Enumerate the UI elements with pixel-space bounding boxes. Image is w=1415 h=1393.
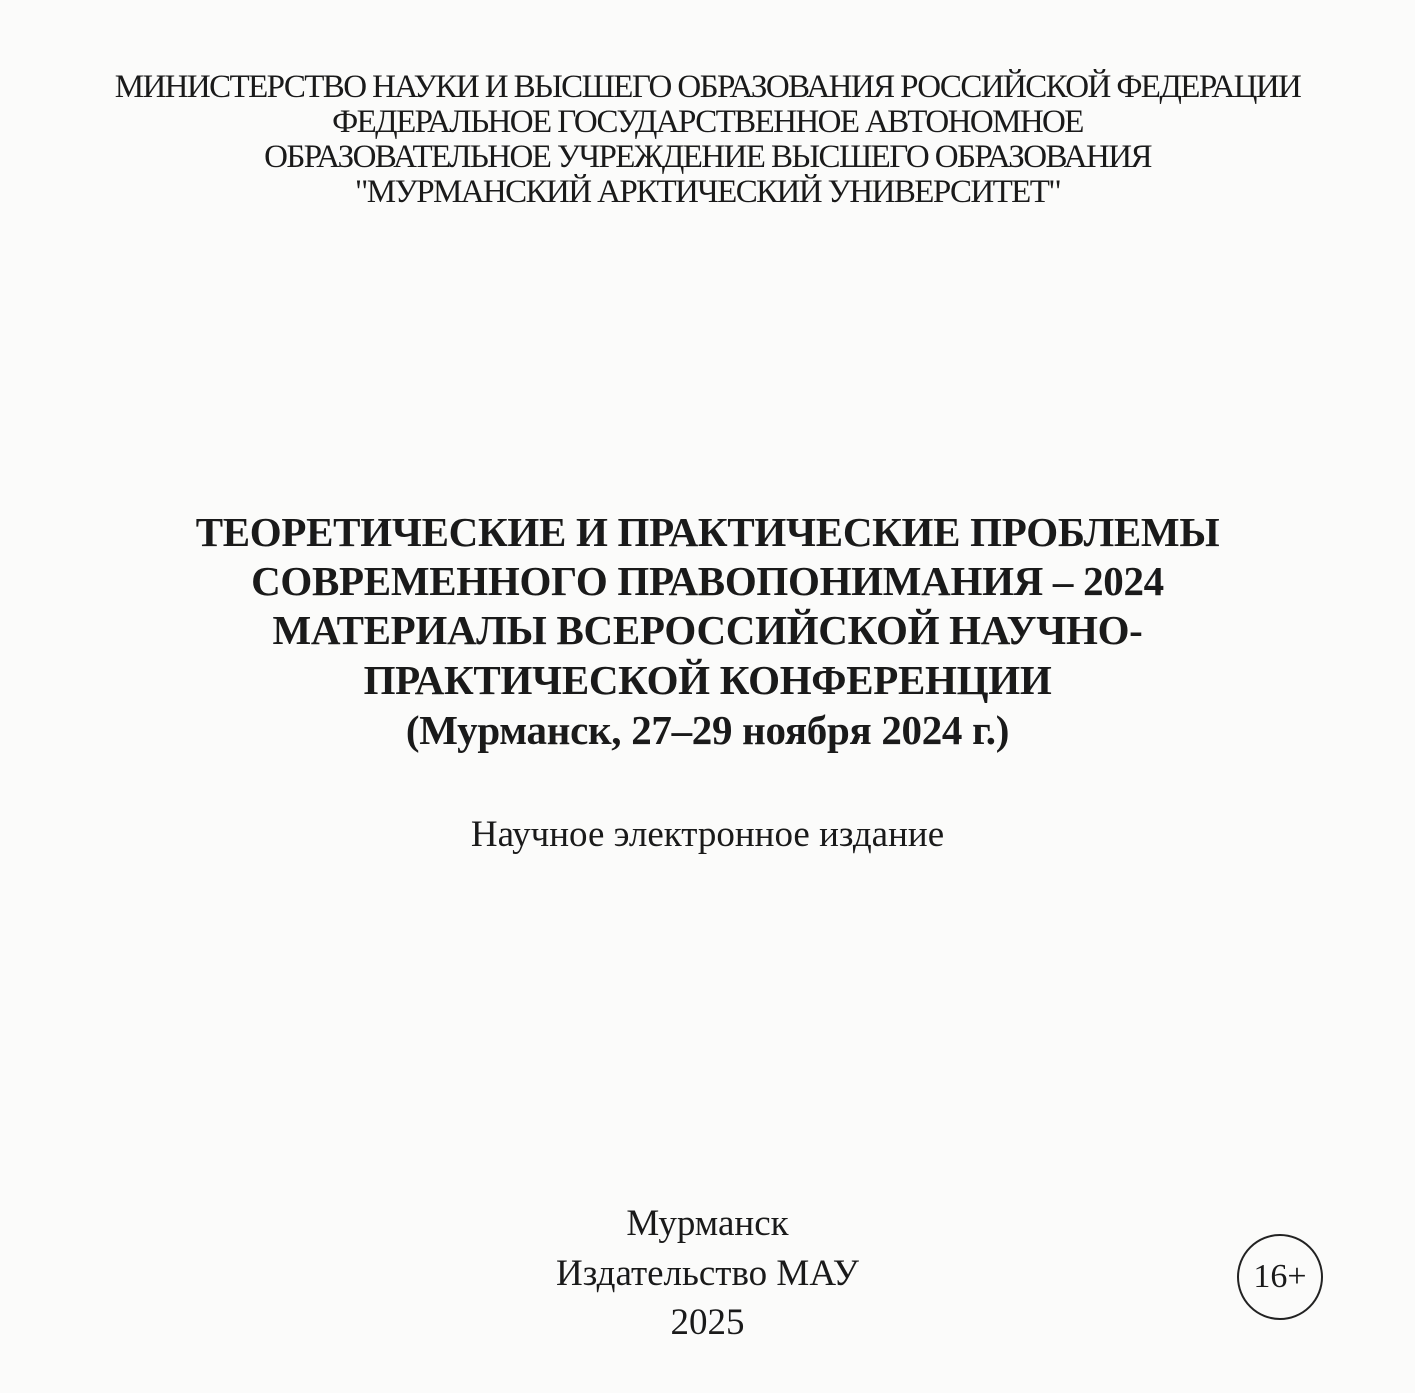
imprint-year: 2025 xyxy=(670,1302,745,1343)
edition-type: Научное электронное издание xyxy=(470,814,945,855)
header-line-1: МИНИСТЕРСТВО НАУКИ И ВЫСШЕГО ОБРАЗОВАНИЯ РОССИЙСКОЙ ФЕДЕРАЦИИ xyxy=(114,69,1301,105)
header-line-4: "МУРМАНСКИЙ АРКТИЧЕСКИЙ УНИВЕРСИТЕТ" xyxy=(354,174,1061,210)
header-line-2: ФЕДЕРАЛЬНОЕ ГОСУДАРСТВЕННОЕ АВТОНОМНОЕ xyxy=(332,104,1083,140)
imprint-city: Мурманск xyxy=(626,1203,789,1244)
title-line-1: ТЕОРЕТИЧЕСКИЕ И ПРАКТИЧЕСКИЕ ПРОБЛЕМЫ xyxy=(195,509,1220,555)
header-line-3: ОБРАЗОВАТЕЛЬНОЕ УЧРЕЖДЕНИЕ ВЫСШЕГО ОБРАЗОВАНИЯ xyxy=(264,139,1151,175)
title-line-3: МАТЕРИАЛЫ ВСЕРОССИЙСКОЙ НАУЧНО- xyxy=(272,607,1143,653)
imprint-publisher: Издательство МАУ xyxy=(555,1253,859,1294)
title-line-4: ПРАКТИЧЕСКОЙ КОНФЕРЕНЦИИ xyxy=(363,657,1052,703)
title-dates: (Мурманск, 27–29 ноября 2024 г.) xyxy=(405,707,1010,753)
title-line-2: СОВРЕМЕННОГО ПРАВОПОНИМАНИЯ – 2024 xyxy=(251,558,1164,604)
age-rating-badge: 16+ xyxy=(1237,1234,1323,1320)
